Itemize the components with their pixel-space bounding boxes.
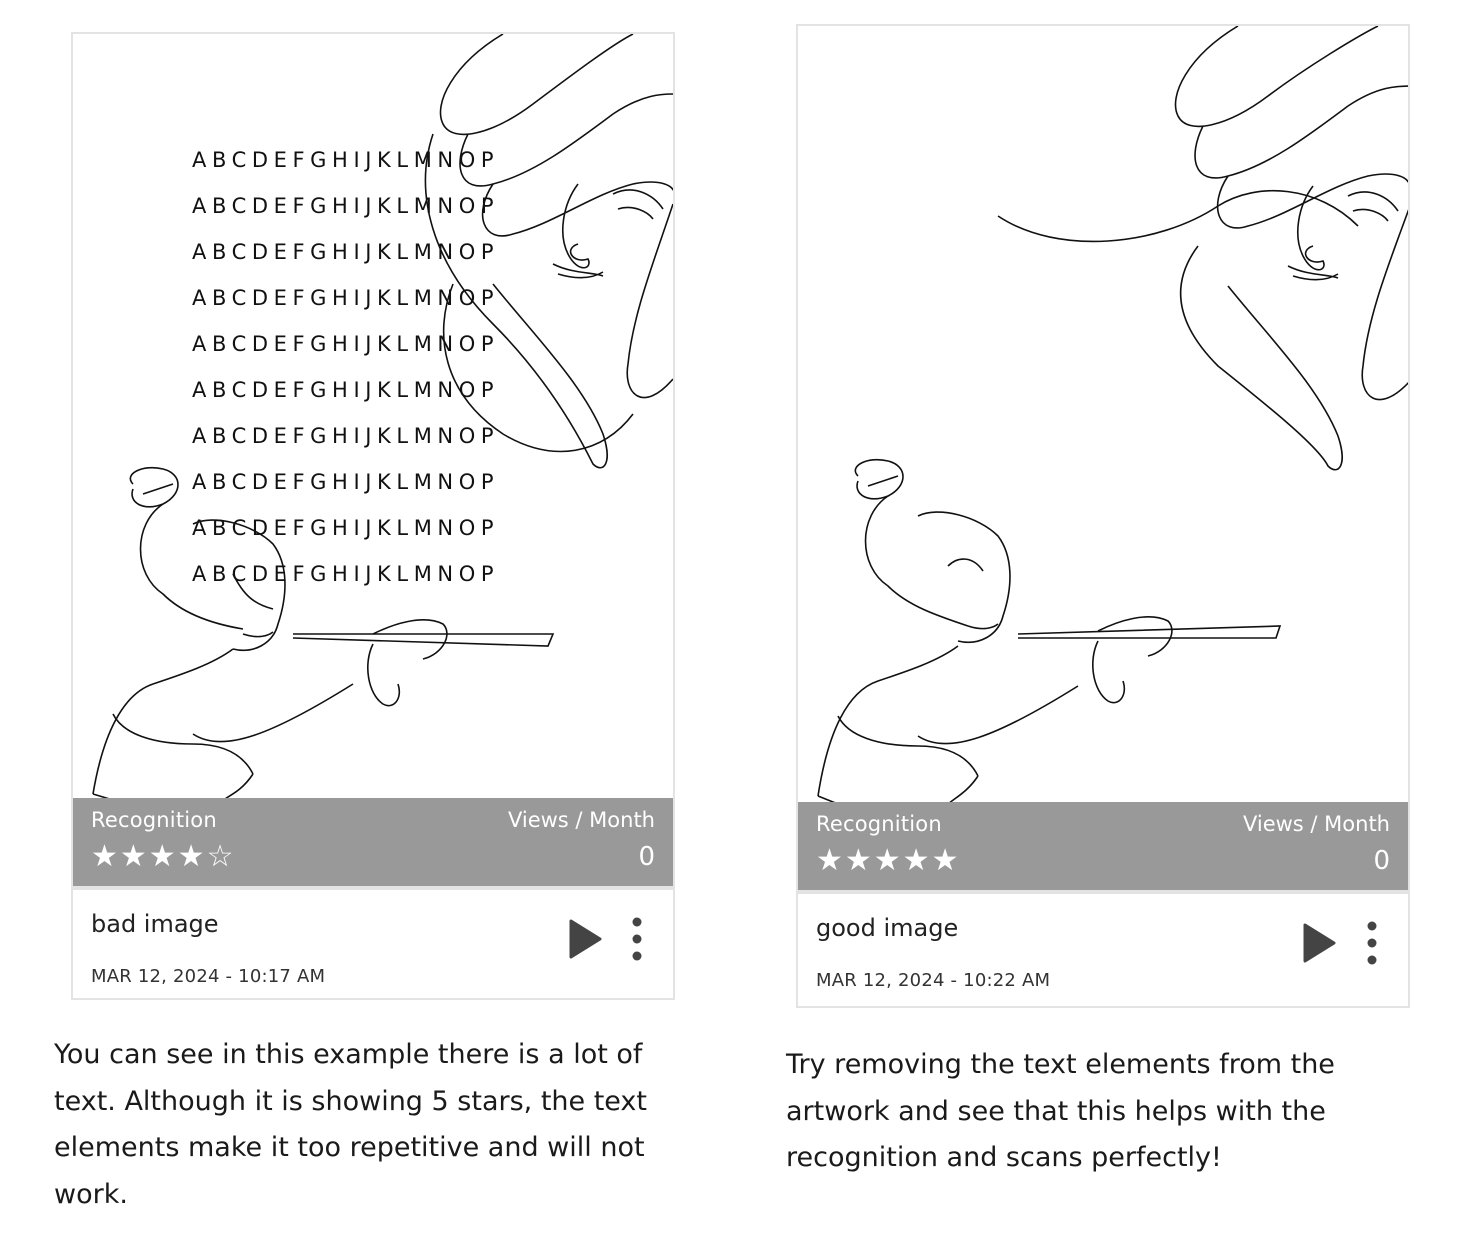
artwork-card-good[interactable] [796,24,1410,1008]
artwork-text-line: ABCDEFGHIJKLMNOP [192,286,500,310]
line-art-drawing [798,26,1408,804]
artwork-text-line: ABCDEFGHIJKLMNOP [192,424,500,448]
recognition-label: Recognition [91,808,217,832]
views-month-label: Views / Month [507,808,655,832]
artwork-preview [798,26,1408,804]
recognition-stars: ★★★★☆ [91,839,236,874]
artwork-text-line: ABCDEFGHIJKLMNOP [192,148,500,172]
recognition-stars: ★★★★★ [816,843,961,878]
artwork-text-line: ABCDEFGHIJKLMNOP [192,332,500,356]
card-footer [73,886,673,998]
artwork-text-line: ABCDEFGHIJKLMNOP [192,240,500,264]
caption-bad-example: You can see in this example there is a lot of text. Although it is showing 5 stars, the text elements make it too repetitive and will not work. [54,1039,647,1210]
more-vertical-icon[interactable] [1362,920,1382,966]
views-month-value: 0 [1373,846,1390,876]
artwork-text-line: ABCDEFGHIJKLMNOP [192,562,500,586]
artwork-text-line: ABCDEFGHIJKLMNOP [192,516,500,540]
artwork-card-bad[interactable] [71,32,675,1000]
artwork-text-line: ABCDEFGHIJKLMNOP [192,194,500,218]
artwork-text-line: ABCDEFGHIJKLMNOP [192,378,500,402]
play-icon[interactable] [567,918,603,960]
views-month-label: Views / Month [1242,812,1390,836]
play-icon[interactable] [1301,922,1337,964]
stats-bar [73,798,673,886]
artwork-name: good image [816,914,959,942]
artwork-name: bad image [91,910,219,938]
artwork-preview [73,34,673,800]
stats-bar [798,802,1408,890]
views-month-value: 0 [638,842,655,872]
caption-good-example: Try removing the text elements from the artwork and see that this helps with the recognition and scans perfectly! [786,1049,1335,1173]
more-vertical-icon[interactable] [627,916,647,962]
artwork-date: MAR 12, 2024 - 10:17 AM [91,966,326,987]
recognition-label: Recognition [816,812,942,836]
artwork-text-line: ABCDEFGHIJKLMNOP [192,470,500,494]
card-footer [798,890,1408,1006]
artwork-date: MAR 12, 2024 - 10:22 AM [816,970,1051,991]
